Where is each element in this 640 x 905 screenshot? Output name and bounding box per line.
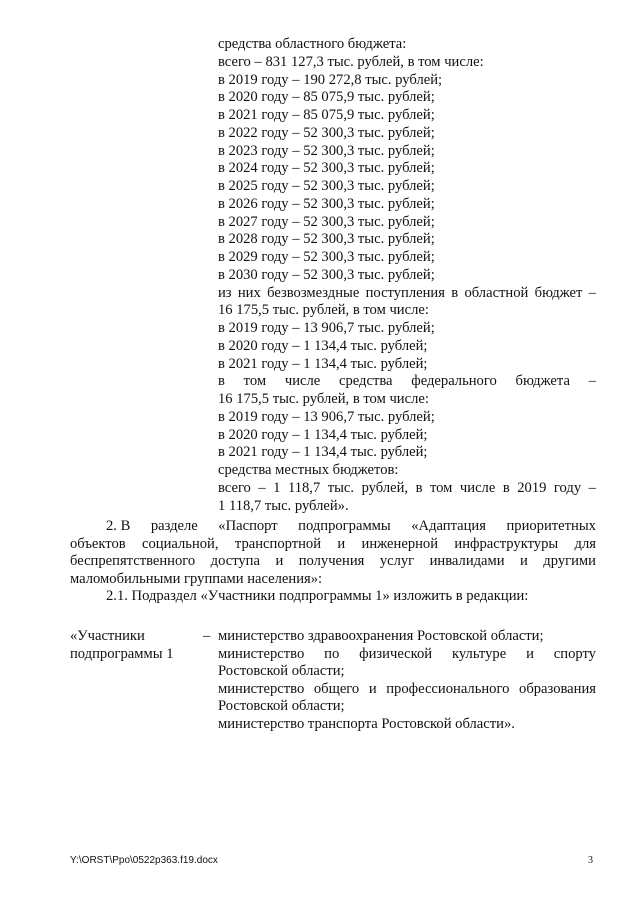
word: в [415,479,423,496]
word: другими [543,553,596,569]
word: министерство [218,645,305,662]
word: них [237,284,261,301]
word: и [337,535,346,552]
budget-block [218,36,596,515]
budget-line: в 2029 году – 52 300,3 тыс. рублей; [218,249,435,265]
word: доступа [210,553,260,569]
word: социальной, [142,535,219,552]
section-2-line-4: маломобильными группами населения»: [70,570,323,587]
federal-budget-line: 16 175,5 тыс. рублей, в том числе: [218,391,429,407]
word: числе [284,373,321,390]
budget-line: в 2019 году – 190 272,8 тыс. рублей; [218,71,443,88]
word: – [588,373,596,390]
word: том [429,479,453,496]
word: областной [464,284,529,301]
federal-budget-line: в 2020 году – 1 134,4 тыс. рублей; [218,426,428,443]
word: средства [339,373,393,390]
participants-list [218,628,596,734]
word: числе [459,479,496,496]
word: инженерной [361,535,439,552]
participant-ministry-sport [218,646,596,664]
word: и [526,645,534,662]
word: рублей, [361,479,409,496]
word: поступления [365,284,445,301]
word: беспрепятственного [70,553,196,569]
word: 1 [273,479,281,496]
word: бюджета [515,373,570,390]
word: году [553,479,582,496]
word: «Адаптация [411,518,486,534]
word: в [502,479,510,496]
federal-budget-line: в 2021 году – 1 134,4 тыс. рублей; [218,444,428,461]
participants-label-line-1: «Участники [70,628,145,644]
word: получения [298,553,365,569]
word: для [574,535,596,552]
free-receipts-line: в 2021 году – 1 134,4 тыс. рублей; [218,355,428,372]
word: по [324,645,340,662]
budget-line: в 2030 году – 52 300,3 тыс. рублей; [218,266,435,283]
word: транспортной [234,535,322,552]
word: всего [218,479,251,496]
word: культуре [452,645,507,662]
word: в [451,284,459,301]
section-2-1-paragraph: 2.1. Подраздел «Участники подпрограммы 1» изложить в редакции: [106,588,529,604]
word: 118,7 [287,479,321,496]
word: услуг [379,553,415,569]
word: подпрограммы [298,518,391,534]
footer-file-path: Y:\ORST\Ppo\0522p363.f19.docx [70,855,218,866]
word: «Паспорт [218,518,278,534]
word: министерство [218,680,305,697]
free-receipts-line: 16 175,5 тыс. рублей, в том числе: [218,302,429,319]
free-receipts-line: в 2019 году – 13 906,7 тыс. рублей; [218,320,435,336]
word: в [218,373,225,390]
participants-label-line-2: подпрограммы 1 [70,645,174,662]
word: и [275,553,284,569]
participant-ministry-education-cont: Ростовской области; [218,698,345,715]
budget-line: в 2022 году – 52 300,3 тыс. рублей; [218,124,435,141]
word: физической [359,645,433,662]
word: – [588,284,596,301]
word: профессионального [386,680,510,697]
free-receipts-line: в 2020 году – 1 134,4 тыс. рублей; [218,337,428,354]
budget-line: в 2028 году – 52 300,3 тыс. рублей; [218,231,435,248]
word: инфраструктуры [454,535,559,552]
word: спорту [553,645,596,662]
free-receipts-line [218,285,596,303]
word: инвалидами [429,553,505,569]
word: тыс. [327,479,355,496]
participant-ministry-health: министерство здравоохранения Ростовской области; [218,628,544,644]
budget-line: в 2023 году – 52 300,3 тыс. рублей; [218,142,435,159]
participants-label [70,628,210,663]
word: и [368,680,377,697]
word: бюджет [534,284,583,301]
participant-ministry-sport-cont: Ростовской области; [218,663,345,680]
budget-line: в 2021 году – 85 075,9 тыс. рублей; [218,107,435,123]
word: том [243,373,267,390]
word: – [258,479,266,496]
local-budget-line: 1 118,7 тыс. рублей». [218,497,349,514]
budget-line: в 2025 году – 52 300,3 тыс. рублей; [218,178,435,194]
budget-line: в 2020 году – 85 075,9 тыс. рублей; [218,89,435,106]
word: общего [313,680,360,697]
word: из [218,284,232,301]
federal-budget-line [218,373,596,391]
federal-budget-line: средства местных бюджетов: [218,462,399,478]
budget-line: в 2026 году – 52 300,3 тыс. рублей; [218,195,435,212]
word: федерального [411,373,497,390]
word: и [520,553,528,569]
word: приоритетных [506,518,596,534]
section-2-line-1 [106,518,596,536]
word: разделе [150,518,198,534]
word: образования [519,680,596,697]
participant-ministry-education [218,681,596,699]
local-budget-line [218,480,596,498]
word: 2019 [517,479,547,496]
budget-line: средства областного бюджета: [218,36,407,52]
section-2-paragraph [70,518,596,606]
federal-budget-line: в 2019 году – 13 906,7 тыс. рублей; [218,408,435,425]
word: безвозмездные [267,284,360,301]
word: 2. В [106,518,131,534]
page-number: 3 [588,855,593,866]
word: объектов [70,535,126,552]
section-2-line-2 [70,536,596,554]
word: – [588,479,596,496]
budget-line: в 2027 году – 52 300,3 тыс. рублей; [218,213,435,230]
budget-line: всего – 831 127,3 тыс. рублей, в том числе: [218,53,484,70]
participants-dash: – [203,628,211,644]
section-2-line-3 [70,553,596,571]
budget-line: в 2024 году – 52 300,3 тыс. рублей; [218,160,435,177]
participant-ministry-transport: министерство транспорта Ростовской области». [218,715,515,732]
